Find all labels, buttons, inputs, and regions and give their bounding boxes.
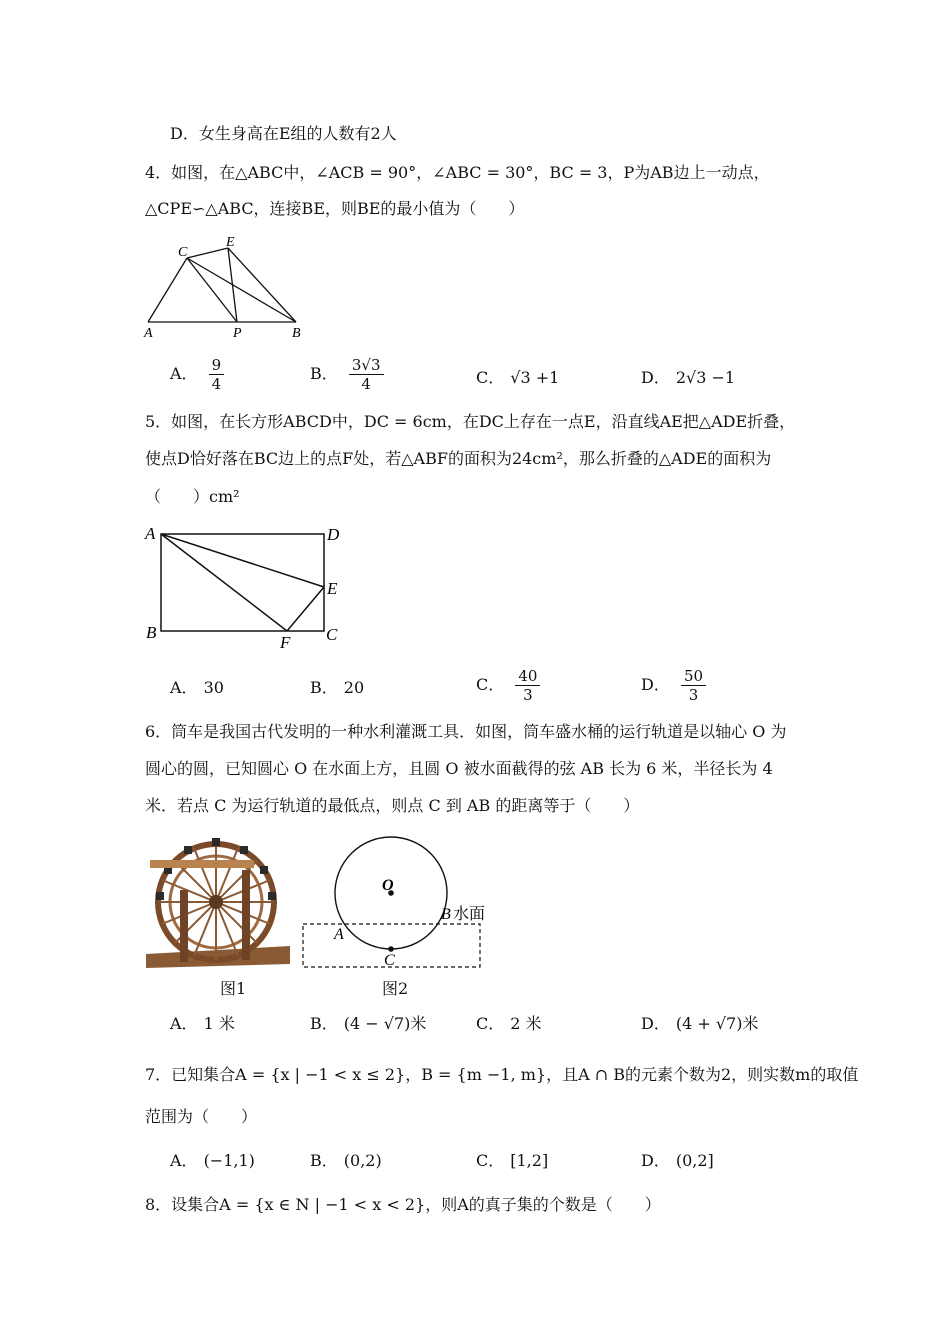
q5-option-a	[170, 677, 224, 699]
q5-option-d	[641, 667, 706, 704]
q4-label-p: P	[233, 326, 242, 341]
option-text: (0,2)	[343, 1151, 382, 1170]
fraction	[681, 667, 706, 704]
q5-label-f: F	[280, 633, 291, 652]
fraction	[209, 356, 225, 393]
numerator: 3√3	[349, 356, 384, 375]
option-text: (4 + √7)米	[675, 1014, 759, 1033]
q5-stem-line2: 使点D恰好落在BC边上的点F处，若△ABF的面积为24cm²，那么折叠的△ADE的面积为	[145, 449, 772, 468]
option-text: 2 米	[510, 1014, 542, 1033]
option-label: B．	[310, 1151, 338, 1170]
q5-label-a: A	[145, 524, 156, 543]
option-label: C．	[476, 1151, 505, 1170]
q5-option-b	[310, 677, 364, 699]
q7-option-c	[476, 1150, 548, 1172]
q5-label-e: E	[327, 579, 338, 598]
q4-option-d	[641, 367, 735, 389]
q4-option-b	[310, 356, 384, 393]
fraction	[349, 356, 384, 393]
denominator: 4	[361, 375, 371, 393]
denominator: 3	[688, 686, 699, 704]
option-label: D．	[641, 675, 670, 694]
q4-figure	[140, 232, 320, 342]
q6-label-o: O	[382, 877, 394, 894]
q6-option-a	[170, 1013, 235, 1035]
q7-stem-line1: 7．已知集合A = {x | −1 < x ≤ 2}，B = {m −1, m}，且A ∩ B的元素个数为2，则实数m的取值	[145, 1065, 859, 1084]
option-label: A．	[170, 1151, 198, 1170]
option-label: D．	[641, 1014, 670, 1033]
q4-stem-line2: △CPE∽△ABC，连接BE，则BE的最小值为（ ）	[145, 199, 525, 218]
option-text: 20	[343, 678, 365, 697]
option-text: (−1,1)	[203, 1151, 255, 1170]
q6-option-b	[310, 1013, 426, 1035]
q5-stem-line1: 5．如图，在长方形ABCD中，DC = 6cm，在DC上存在一点E，沿直线AE把△ADE折叠，	[145, 412, 796, 431]
figure1-caption: 图1	[220, 979, 247, 998]
q7-stem-line2: 范围为（ ）	[145, 1107, 258, 1126]
q5-label-c: C	[326, 625, 338, 644]
numerator: 40	[515, 667, 540, 686]
q4-label-c: C	[178, 245, 188, 260]
q6-figure2	[300, 828, 500, 972]
q6-label-water: 水面	[453, 906, 486, 923]
option-text: (0,2]	[675, 1151, 714, 1170]
q6-option-c	[476, 1013, 542, 1035]
q7-option-b	[310, 1150, 382, 1172]
q4-label-a: A	[144, 326, 153, 341]
q5-figure	[140, 520, 350, 652]
option-label: C．	[476, 368, 505, 387]
option-text: 1 米	[203, 1014, 235, 1033]
option-text: √3 +1	[510, 368, 560, 387]
option-label: D．	[641, 368, 670, 387]
option-label: B．	[310, 1014, 338, 1033]
q4-label-e: E	[226, 235, 235, 250]
option-label: C．	[476, 675, 505, 694]
numerator: 9	[209, 356, 225, 375]
option-label: A．	[170, 1014, 198, 1033]
q5-stem-line3: （ ）cm²	[145, 487, 240, 506]
q5-label-d: D	[327, 525, 340, 544]
q4-label-b: B	[292, 326, 301, 341]
option-text: 30	[203, 678, 224, 697]
option-label: C．	[476, 1014, 505, 1033]
option-label: B．	[310, 364, 338, 383]
denominator: 3	[523, 686, 533, 704]
denominator: 4	[211, 375, 222, 393]
q5-label-b: B	[146, 623, 157, 642]
option-label: A．	[170, 678, 198, 697]
q3-option-d: D．女生身高在E组的人数有2人	[170, 124, 397, 143]
option-text: [1,2]	[510, 1151, 549, 1170]
option-label: D．	[641, 1151, 670, 1170]
option-label: A．	[170, 364, 198, 383]
q6-option-d	[641, 1013, 758, 1035]
water-wheel-photo	[146, 830, 290, 970]
q4-option-c	[476, 367, 559, 389]
option-text: 2√3 −1	[675, 368, 736, 387]
figure2-caption: 图2	[382, 979, 409, 998]
option-text: (4 − √7)米	[343, 1014, 427, 1033]
numerator: 50	[681, 667, 706, 686]
q4-stem-line1: 4．如图，在△ABC中，∠ACB = 90°，∠ABC = 30°，BC = 3，P为AB边上一动点，	[145, 163, 770, 182]
q8-stem-line1: 8．设集合A = {x ∈ N | −1 < x < 2}，则A的真子集的个数是（ ）	[145, 1195, 661, 1214]
fraction	[515, 667, 540, 704]
q6-label-b: B	[441, 906, 451, 923]
q4-option-a	[170, 356, 224, 393]
q5-option-c	[476, 667, 540, 704]
q6-stem-line2: 圆心的圆，已知圆心 O 在水面上方，且圆 O 被水面截得的弦 AB 长为 6 米，半径长为 4	[145, 759, 773, 778]
q7-option-a	[170, 1150, 255, 1172]
q6-stem-line1: 6．筒车是我国古代发明的一种水利灌溉工具．如图，筒车盛水桶的运行轨道是以轴心 O 为	[145, 722, 787, 741]
q6-stem-line3: 米．若点 C 为运行轨道的最低点，则点 C 到 AB 的距离等于（ ）	[145, 796, 640, 815]
q6-label-c: C	[384, 952, 395, 969]
q6-label-a: A	[334, 926, 344, 943]
option-label: B．	[310, 678, 338, 697]
q7-option-d	[641, 1150, 714, 1172]
